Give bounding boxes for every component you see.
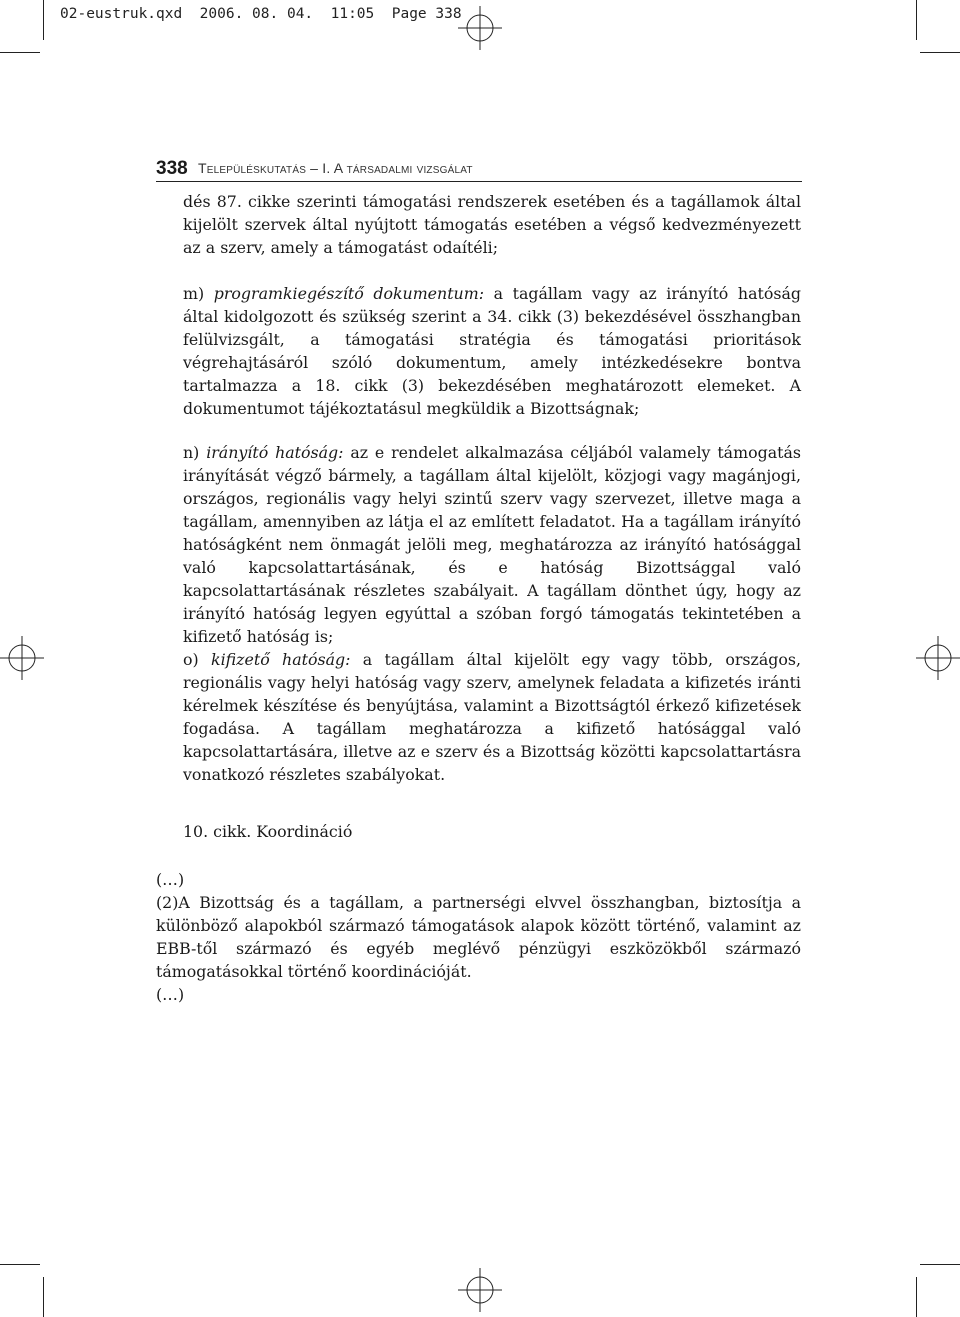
crop-mark-top-left-v (43, 0, 44, 40)
paragraph-o (183, 648, 801, 786)
definition-text: a tagállam vagy az irányító hatóság által kidolgozott és szükség szerint a 34. cikk (3) bekezdésével összhangban felülvizsgált, a támogatási stratégia és támogatási prioritások végrehajtásáról szóló dokumentum, amely intézkedésekre bontva tartalmazza a 18. cikk (3) bekezdésében meghatározott elemeket. A dokumentumot tájékoztatásul megküldik a Bizottságnak; (183, 284, 801, 418)
page-number: 338 (156, 158, 188, 179)
paragraph-m (183, 282, 801, 420)
print-slug: 02-eustruk.qxd 2006. 08. 04. 11:05 Page 338 (60, 6, 462, 22)
crop-mark-top-right-v (916, 0, 917, 40)
paragraph-intro-text: dés 87. cikke szerinti támogatási rendszerek esetében és a tagállamok által kijelölt szervek által nyújtott támogatás esetében a végső kedvezményezett az a szerv, amely a támogatást odaítéli; (183, 192, 801, 257)
defined-term: irányító hatóság: (206, 443, 344, 462)
crop-mark-bottom-right-h (920, 1264, 960, 1265)
ellipsis-top: (…) (156, 870, 185, 889)
article-paragraph-text: (2)A Bizottság és a tagállam, a partnerségi elvvel összhangban, biztosítja a különböző alapokból származó támogatások alapok között történő, valamint az EBB-től származó és egyéb meglévő pénzügyi eszközökből származó támogatásokkal történő koordinációját. (156, 893, 801, 981)
crop-mark-top-right-h (920, 52, 960, 53)
item-label: o) (183, 650, 212, 669)
registration-mark-icon (458, 6, 502, 50)
crop-mark-bottom-left-v (43, 1277, 44, 1317)
paragraph-intro (183, 190, 801, 259)
running-title: Településkutatás – I. A társadalmi vizsgálat (198, 160, 473, 176)
defined-term: kifizető hatóság: (211, 650, 351, 669)
defined-term: programkiegészítő dokumentum: (213, 284, 485, 303)
crop-mark-bottom-right-v (916, 1277, 917, 1317)
crop-mark-bottom-left-h (0, 1264, 40, 1265)
article-paragraph (156, 891, 801, 983)
crop-mark-top-left-h (0, 52, 40, 53)
registration-mark-icon (0, 636, 44, 680)
running-header (156, 158, 802, 182)
definition-text: a tagállam által kijelölt egy vagy több, országos, regionális vagy helyi hatóság vagy szerv, amelynek feladata a kifizetés iránti kérelmek készítése és benyújtása, valamint a Bizottságtól érkező kifizetések fogadása. A tagállam meghatározza a kifizető hatósággal való kapcsolattartására, illetve az e szerv és a Bizottság közötti kapcsolattartásra vonatkozó részletes szabályokat. (183, 650, 801, 784)
ellipsis-bottom: (…) (156, 985, 185, 1004)
section-heading: 10. cikk. Koordináció (183, 822, 353, 841)
registration-mark-icon (458, 1268, 502, 1312)
item-label: n) (183, 443, 207, 462)
item-label: m) (183, 284, 214, 303)
registration-mark-icon (916, 636, 960, 680)
paragraph-n (183, 441, 801, 648)
definition-text: az e rendelet alkalmazása céljából valamely támogatás irányítását végző bármely, a tagállam által kijelölt, közjogi vagy magánjogi, országos, regionális vagy helyi szintű szerv vagy szervezet, illetve maga a tagállam, amennyiben az látja el az említett feladatot. Ha a tagállam irányító hatóságként nem önmagát jelöli meg, meghatározza az irányító hatósággal való kapcsolattartásának, és e hatóság Bizottsággal való kapcsolattartásának részletes szabályait. A tagállam dönthet úgy, hogy az irányító hatóság legyen egyúttal a szóban forgó támogatás tekintetében a kifizető hatóság is; (183, 443, 801, 646)
